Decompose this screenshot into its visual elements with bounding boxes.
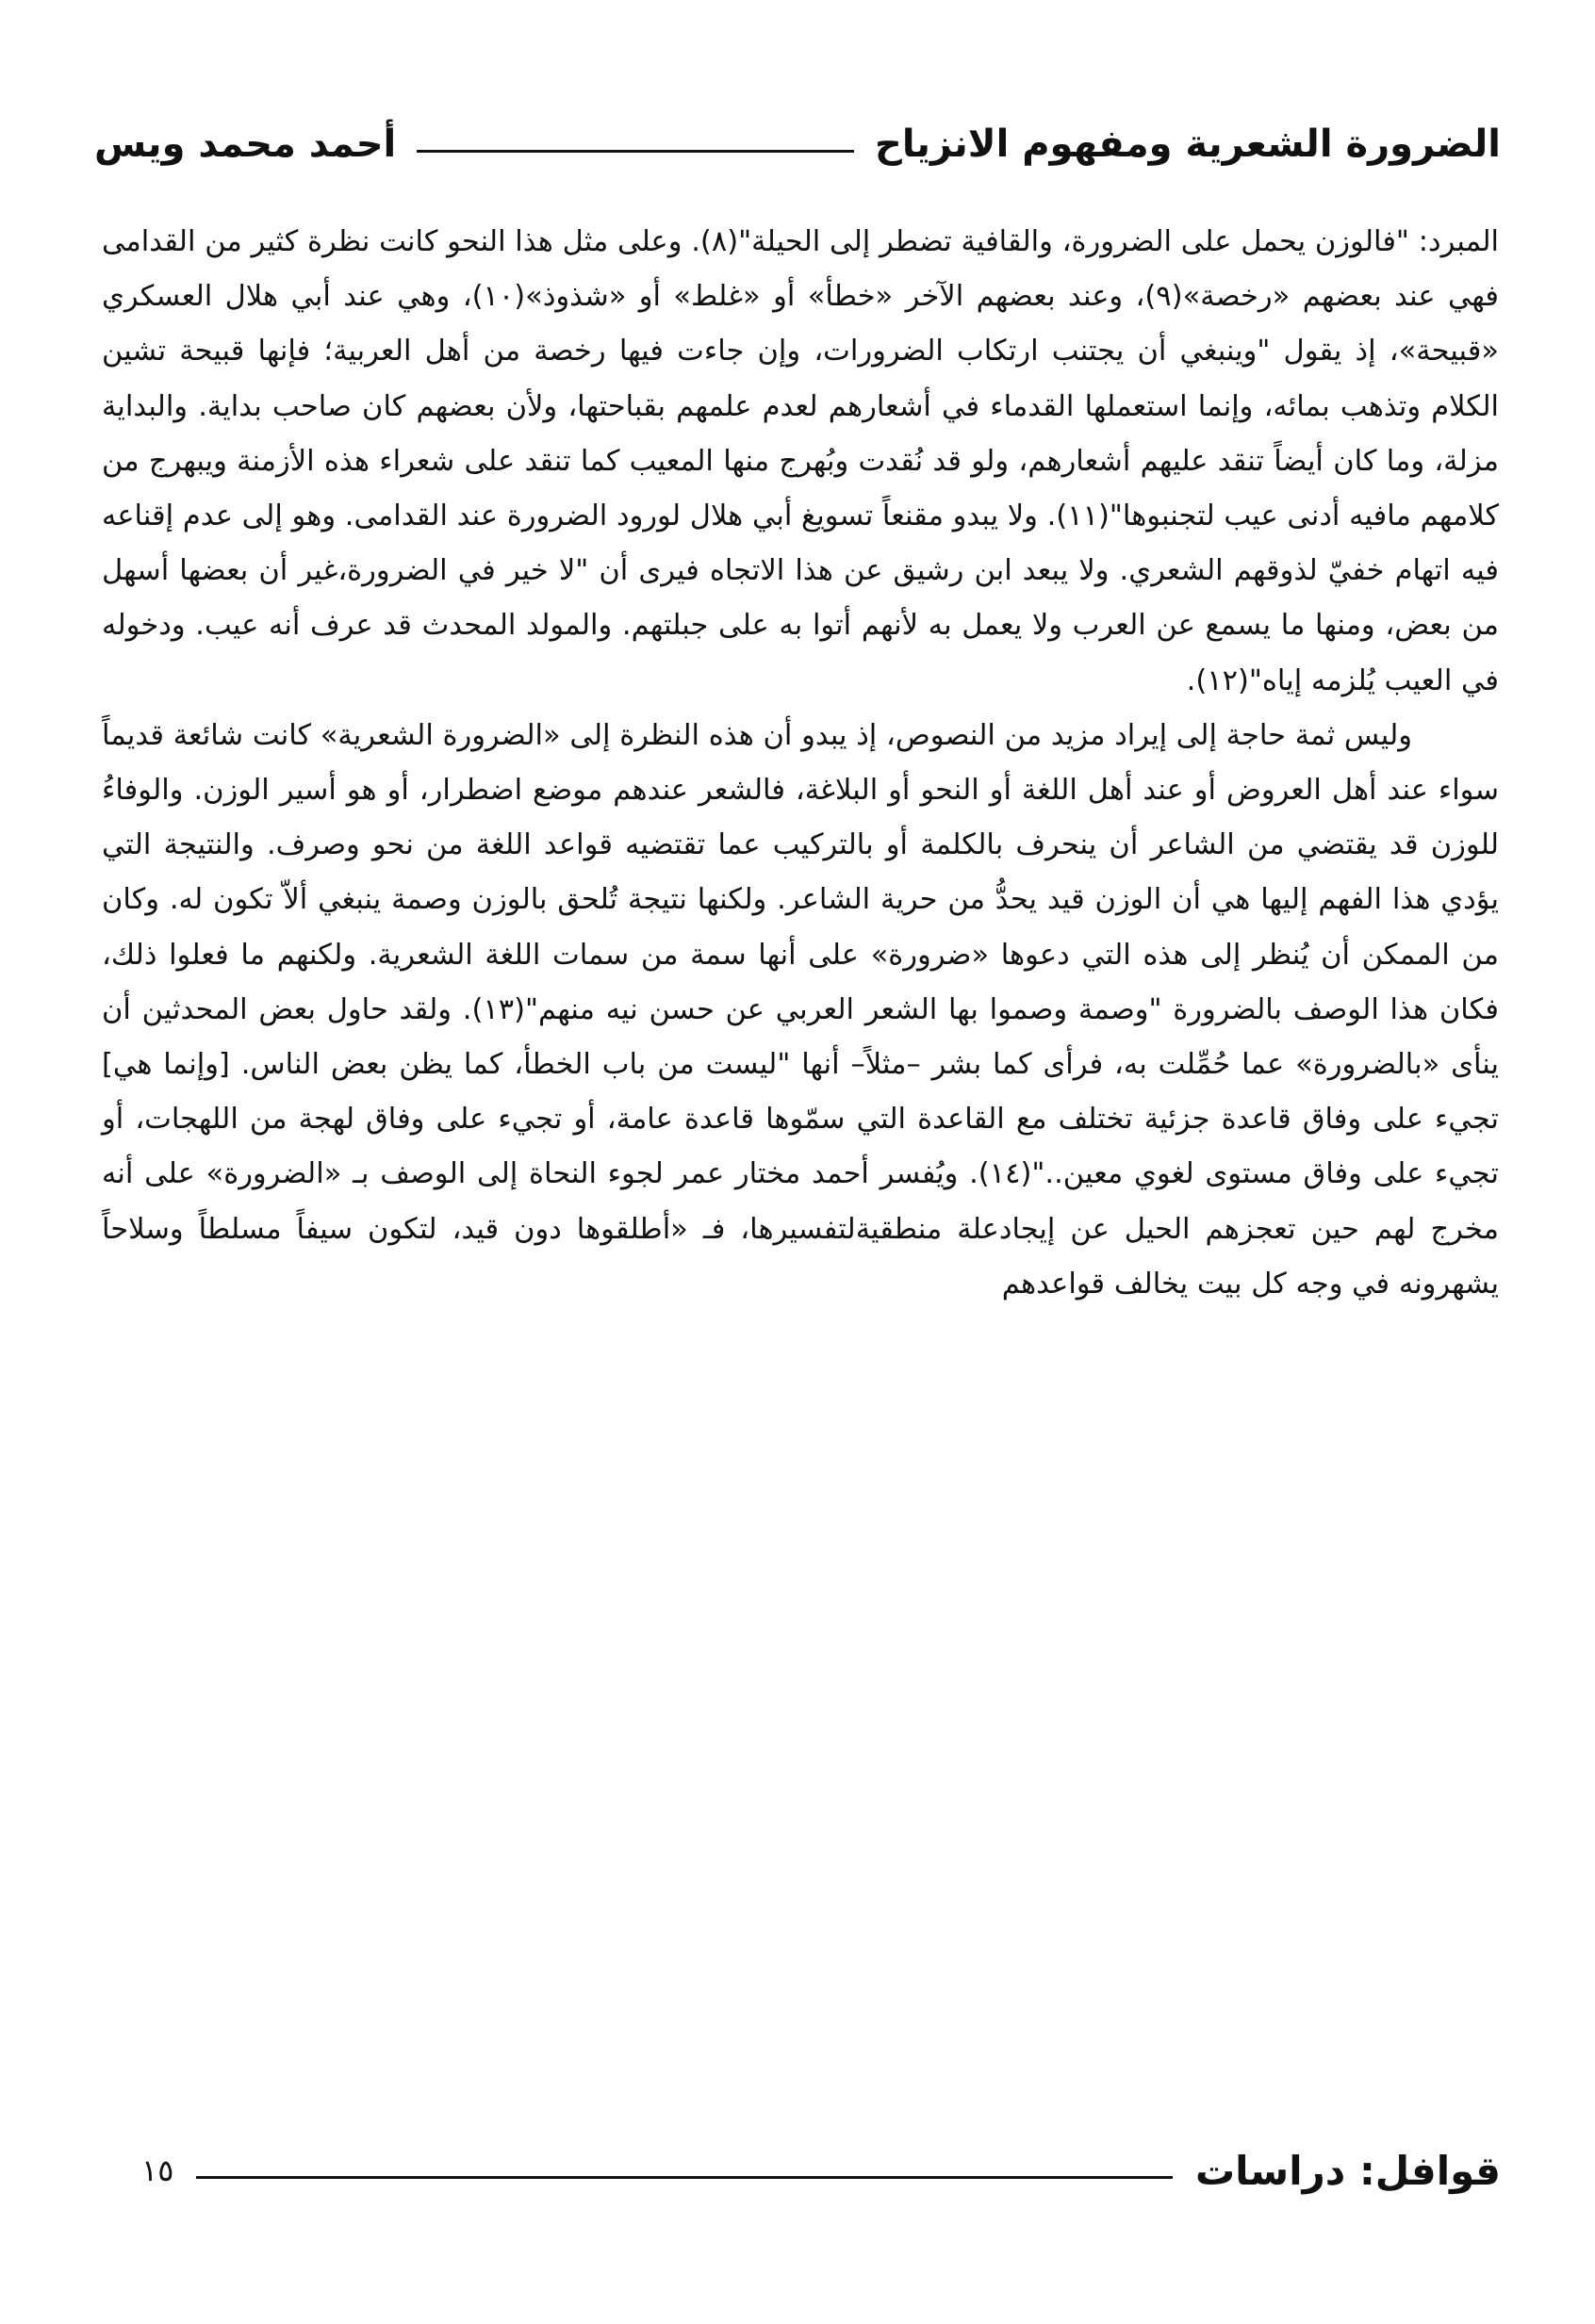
paragraph: المبرد: "فالوزن يحمل على الضرورة، والقافية تضطر إلى الحيلة"(٨). وعلى مثل هذا النحو كانت نظرة كثير من القدامى فهي عند بعضهم «رخصة»(٩)، وعند بعضهم الآخر «خطأ» أو «غلط» أو «شذوذ»(١٠)، وهي عند أبي هلال العسكري «قبيحة»، إذ يقول "وينبغي أن يجتنب ارتكاب الضرورات، وإن جاءت فيها رخصة من أهل العربية؛ فإنها قبيحة تشين الكلام وتذهب بمائه، وإنما استعملها القدماء في أشعارهم لعدم علمهم بقباحتها، ولأن بعضهم كان صاحب بداية. والبداية مزلة، وما كان أيضاً تنقد عليهم أشعارهم، ولو قد نُقدت وبُهرج منها المعيب كما تنقد على شعراء هذه الأزمنة ويبهرج من كلامهم مافيه أدنى عيب لتجنبوها"(١١). ولا يبدو مقنعاً تسويغ أبي هلال لورود الضرورة عند القدامى. وهو إلى عدم إقناعه فيه اتهام خفيّ لذوقهم الشعري. ولا يبعد ابن رشيق عن هذا الاتجاه فيرى أن "لا خير في الضرورة،غير أن بعضها أسهل من بعض، ومنها ما يسمع عن العرب ولا يعمل به لأنهم أتوا به على جبلتهم. والمولد المحدث قد عرف أنه عيب. ودخوله في العيب يُلزمه إياه"(١٢).	[102, 225, 1500, 697]
running-header	[94, 111, 1501, 177]
paragraph: وليس ثمة حاجة إلى إيراد مزيد من النصوص، إذ يبدو أن هذه النظرة إلى «الضرورة الشعرية» كانت شائعة قديماً سواء عند أهل العروض أو عند أهل اللغة أو النحو أو البلاغة، فالشعر عندهم موضع اضطرار، أو هو أسير الوزن. والوفاءُ للوزن قد يقتضي من الشاعر أن ينحرف بالكلمة أو بالتركيب عما تقتضيه قواعد اللغة من نحو وصرف. والنتيجة التي يؤدي هذا الفهم إليها هي أن الوزن قيد يحدُّ من حرية الشاعر. ولكنها نتيجة تُلحق بالوزن وصمة ينبغي ألاّ تكون له. وكان من الممكن أن يُنظر إلى هذه التي دعوها «ضرورة» على أنها سمة من سمات اللغة الشعرية. ولكنهم ما فعلوا ذلك، فكان هذا الوصف بالضرورة "وصمة وصموا بها الشعر العربي عن حسن نيه منهم"(١٣). ولقد حاول بعض المحدثين أن ينأى «بالضرورة» عما حُمِّلت به، فرأى كما بشر –مثلاً– أنها "ليست من باب الخطأ، كما يظن بعض الناس. [وإنما هي] تجيء على وفاق قاعدة جزئية تختلف مع القاعدة التي سمّوها قاعدة عامة، أو تجيء على وفاق لهجة من اللهجات، أو تجيء على وفاق مستوى لغوي معين.."(١٤). ويُفسر أحمد مختار عمر لجوء النحاة إلى الوصف بـ «الضرورة» على أنه مخرج لهم حين تعجزهم الحيل عن إيجادعلة منطقيةلتفسيرها، فـ «أطلقوها دون قيد، لتكون سيفاً مسلطاً وسلاحاً يشهرونه في وجه كل بيت يخالف قواعدهم	[102, 718, 1500, 1301]
body-text	[102, 215, 1499, 1312]
page-number: ١٥	[141, 2152, 174, 2188]
journal-name: قوافل: دراسات	[1194, 2147, 1501, 2194]
author-name: أحمد محمد ويس	[94, 123, 397, 166]
article-title: الضرورة الشعرية ومفهوم الانزياح	[875, 123, 1501, 166]
page-footer	[141, 2137, 1501, 2203]
header-rule	[417, 150, 854, 153]
footer-rule	[196, 2176, 1173, 2179]
